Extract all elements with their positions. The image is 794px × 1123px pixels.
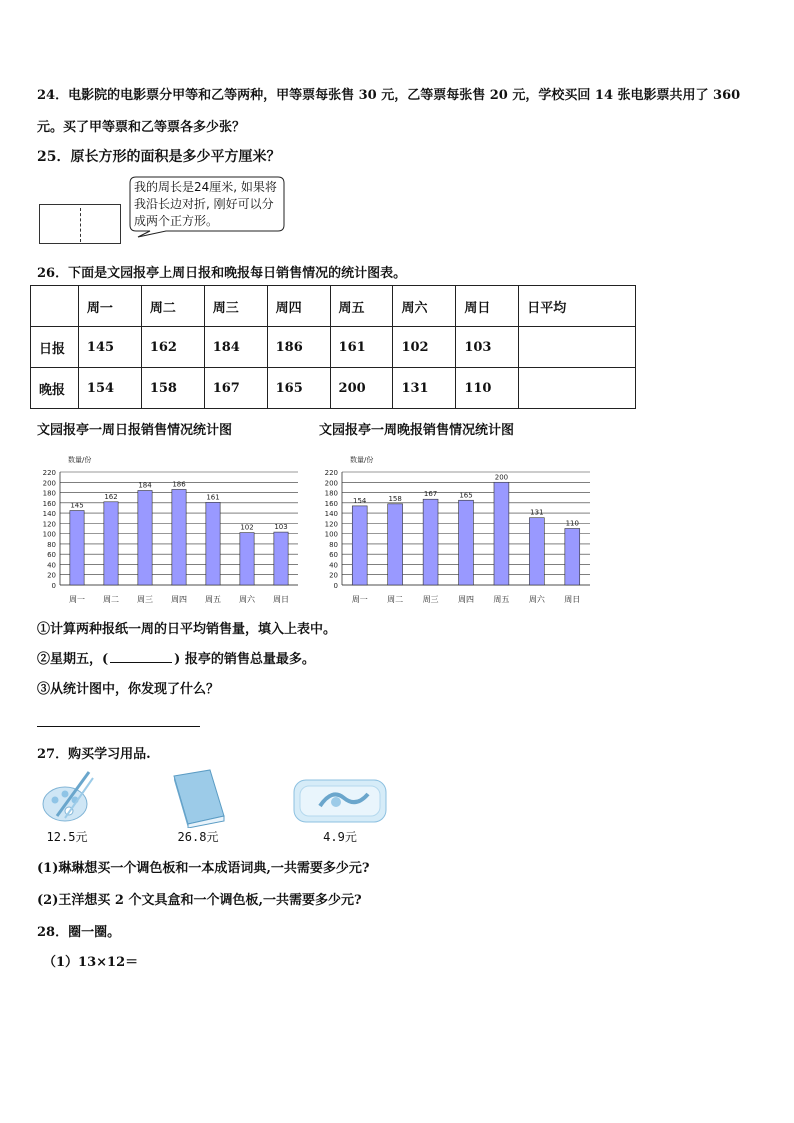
table-cell: 131 — [393, 368, 456, 409]
y-tick-label: 180 — [324, 489, 338, 498]
table-cell: 186 — [267, 327, 330, 368]
bar — [565, 529, 580, 586]
data-label: 184 — [138, 481, 152, 490]
bar — [138, 490, 152, 585]
table-cell: 103 — [456, 327, 519, 368]
y-tick-label: 40 — [47, 561, 56, 570]
y-tick-label: 0 — [333, 582, 338, 590]
table-cell: 102 — [393, 327, 456, 368]
y-tick-label: 60 — [329, 551, 338, 560]
q27-sub2: (2)王洋想买 2 个文具盒和一个调色板,一共需要多少元? — [37, 893, 362, 908]
average-input-cell[interactable] — [519, 368, 636, 409]
x-tick-label: 周二 — [387, 595, 404, 604]
table-cell: 167 — [204, 368, 267, 409]
data-label: 102 — [240, 523, 254, 532]
y-tick-label: 40 — [329, 561, 338, 570]
bar — [104, 502, 118, 585]
data-label: 162 — [104, 492, 118, 501]
table-header-cell: 周二 — [141, 286, 204, 327]
sales-table — [30, 285, 636, 409]
data-label: 154 — [353, 496, 367, 505]
rectangle-figure — [39, 204, 121, 244]
data-label: 131 — [530, 508, 544, 517]
data-label: 167 — [423, 490, 438, 499]
table-header-cell: 周三 — [204, 286, 267, 327]
bar — [172, 489, 186, 585]
table-cell: 200 — [330, 368, 393, 409]
table-header-cell: 周四 — [267, 286, 330, 327]
x-tick-label: 周三 — [422, 595, 439, 604]
q26-title: 26．下面是文园报亭上周日报和晚报每日销售情况的统计图表。 — [37, 266, 407, 281]
bar — [388, 504, 403, 585]
table-cell: 154 — [78, 368, 141, 409]
row-label: 晚报 — [31, 368, 79, 409]
chart-daily — [30, 448, 305, 608]
y-tick-label: 100 — [42, 530, 56, 539]
q24-line2: 元。买了甲等票和乙等票各多少张？ — [37, 120, 246, 135]
data-label: 200 — [494, 473, 509, 482]
bar — [240, 533, 254, 585]
bar — [423, 499, 438, 585]
x-tick-label: 周一 — [69, 595, 85, 604]
y-tick-label: 200 — [42, 479, 56, 488]
chart-evening — [312, 448, 597, 608]
y-tick-label: 220 — [42, 469, 56, 477]
x-tick-label: 周四 — [171, 595, 187, 604]
x-tick-label: 周一 — [351, 595, 368, 604]
table-row — [31, 368, 636, 409]
y-tick-label: 120 — [324, 520, 338, 529]
y-tick-label: 20 — [329, 571, 338, 580]
dictionary-price: 26.8元 — [177, 830, 219, 844]
speech-bubble-text: 我的周长是24厘米, 如果将我沿长边对折, 刚好可以分成两个正方形。 — [134, 180, 277, 228]
y-tick-label: 60 — [47, 551, 56, 560]
dictionary-item — [160, 768, 236, 845]
y-tick-label: 20 — [47, 571, 56, 580]
q27-sub1: (1)琳琳想买一个调色板和一本成语词典,一共需要多少元? — [37, 861, 370, 876]
data-label: 165 — [459, 491, 473, 500]
pencil-box-icon — [290, 768, 390, 828]
data-label: 161 — [206, 493, 220, 502]
table-header-cell: 周六 — [393, 286, 456, 327]
table-cell: 184 — [204, 327, 267, 368]
q28-title: 28．圈一圈。 — [37, 925, 121, 940]
x-tick-label: 周六 — [528, 595, 545, 604]
q26-sub2-post: ) 报亭的销售总量最多。 — [174, 652, 315, 667]
bar — [494, 482, 509, 585]
bar — [206, 502, 220, 585]
x-tick-label: 周五 — [493, 595, 510, 604]
x-tick-label: 周三 — [137, 595, 153, 604]
table-cell: 110 — [456, 368, 519, 409]
q26-sub2-pre: ②星期五，( — [37, 652, 109, 667]
data-label: 103 — [274, 523, 288, 532]
q26-sub1: ①计算两种报纸一周的日平均销售量，填入上表中。 — [37, 622, 337, 637]
palette-item — [35, 768, 99, 845]
q25-title: 25．原长方形的面积是多少平方厘米？ — [37, 149, 281, 165]
bar — [459, 500, 474, 585]
fold-line — [80, 208, 81, 242]
x-tick-label: 周日 — [564, 595, 581, 604]
bar — [352, 506, 367, 585]
y-tick-label: 80 — [329, 540, 338, 549]
y-axis-label: 数量/份 — [68, 456, 92, 464]
palette-price: 12.5元 — [46, 830, 88, 844]
table-cell: 165 — [267, 368, 330, 409]
data-label: 110 — [565, 519, 579, 528]
x-tick-label: 周二 — [103, 595, 119, 604]
q27-title: 27．购买学习用品. — [37, 747, 151, 762]
y-tick-label: 160 — [42, 499, 56, 508]
table-row — [31, 327, 636, 368]
data-label: 158 — [388, 494, 402, 503]
y-tick-label: 200 — [324, 479, 338, 488]
bar — [529, 518, 544, 585]
y-tick-label: 0 — [51, 582, 56, 590]
table-header-cell: 周一 — [78, 286, 141, 327]
chart-title-evening: 文园报亭一周晚报销售情况统计图 — [319, 423, 515, 438]
q24-line1: 24．电影院的电影票分甲等和乙等两种，甲等票每张售 30 元，乙等票每张售 20 元，学校买回 14 张电影票共用了 360 — [37, 88, 741, 103]
x-tick-label: 周日 — [273, 595, 289, 604]
y-tick-label: 220 — [324, 469, 338, 477]
table-cell: 161 — [330, 327, 393, 368]
q26-sub3: ③从统计图中，你发现了什么？ — [37, 682, 220, 697]
table-header-cell: 周五 — [330, 286, 393, 327]
answer-blank[interactable] — [110, 662, 172, 663]
x-tick-label: 周四 — [458, 595, 474, 604]
data-label: 145 — [70, 501, 84, 510]
dictionary-icon — [166, 768, 230, 828]
table-header-cell: 日平均 — [519, 286, 636, 327]
bar — [274, 532, 288, 585]
palette-icon — [39, 768, 95, 828]
x-tick-label: 周五 — [205, 595, 221, 604]
y-tick-label: 180 — [42, 489, 56, 498]
pencil-box-item — [286, 768, 394, 845]
y-tick-label: 140 — [324, 510, 338, 519]
table-header-cell — [31, 286, 79, 327]
table-cell: 162 — [141, 327, 204, 368]
row-label: 日报 — [31, 327, 79, 368]
table-header-cell: 周日 — [456, 286, 519, 327]
x-tick-label: 周六 — [239, 595, 255, 604]
answer-line[interactable] — [37, 726, 200, 727]
average-input-cell[interactable] — [519, 327, 636, 368]
table-cell: 158 — [141, 368, 204, 409]
bar — [70, 511, 84, 585]
y-tick-label: 120 — [42, 520, 56, 529]
y-axis-label: 数量/份 — [350, 456, 374, 464]
table-header-row — [31, 286, 636, 327]
y-tick-label: 140 — [42, 510, 56, 519]
y-tick-label: 80 — [47, 540, 56, 549]
y-tick-label: 160 — [324, 499, 338, 508]
q26-sub2 — [37, 648, 315, 667]
table-cell: 145 — [78, 327, 141, 368]
chart-title-daily: 文园报亭一周日报销售情况统计图 — [37, 423, 233, 438]
pencil-box-price: 4.9元 — [323, 830, 357, 844]
y-tick-label: 100 — [324, 530, 338, 539]
data-label: 186 — [172, 480, 186, 489]
q28-sub1: （1）13×12＝ — [43, 955, 139, 970]
